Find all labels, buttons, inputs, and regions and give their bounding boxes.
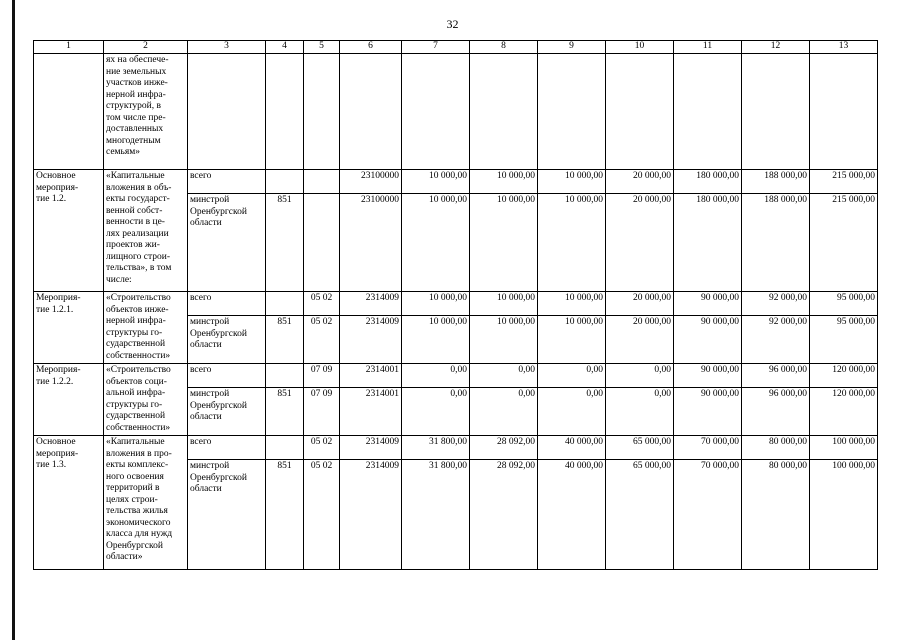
value-cell: 31 800,00	[402, 436, 470, 460]
rzpr-cell: 05 02	[304, 316, 340, 364]
table-row	[34, 292, 878, 316]
measure-description-cell: «Строительство объектов соци- альной инфра- структуры го- сударственной собственности»	[104, 364, 188, 436]
rzpr-cell: 05 02	[304, 292, 340, 316]
header-cell: 3	[188, 41, 266, 54]
table-cell	[34, 54, 104, 170]
value-cell: 92 000,00	[742, 292, 810, 316]
grbs-cell	[266, 364, 304, 388]
value-cell: 10 000,00	[470, 316, 538, 364]
grbs-cell	[266, 170, 304, 194]
header-cell: 1	[34, 41, 104, 54]
page-number: 32	[446, 17, 459, 31]
csr-cell: 2314009	[340, 292, 402, 316]
header-cell: 4	[266, 41, 304, 54]
executor-cell: минстрой Оренбургской области	[188, 460, 266, 570]
table-cell	[188, 54, 266, 170]
header-cell: 7	[402, 41, 470, 54]
grbs-cell: 851	[266, 316, 304, 364]
csr-cell: 23100000	[340, 170, 402, 194]
executor-cell: минстрой Оренбургской области	[188, 316, 266, 364]
table-cell	[538, 54, 606, 170]
value-cell: 188 000,00	[742, 194, 810, 292]
value-cell: 40 000,00	[538, 460, 606, 570]
value-cell: 188 000,00	[742, 170, 810, 194]
table-cell	[266, 54, 304, 170]
header-cell: 9	[538, 41, 606, 54]
value-cell: 10 000,00	[470, 292, 538, 316]
csr-cell: 2314009	[340, 460, 402, 570]
value-cell: 80 000,00	[742, 436, 810, 460]
value-cell: 10 000,00	[538, 170, 606, 194]
csr-cell: 23100000	[340, 194, 402, 292]
value-cell: 28 092,00	[470, 460, 538, 570]
measure-label-cell: Основное мероприя- тие 1.2.	[34, 170, 104, 292]
csr-cell: 2314001	[340, 388, 402, 436]
rzpr-cell: 07 09	[304, 388, 340, 436]
value-cell: 90 000,00	[674, 292, 742, 316]
value-cell: 120 000,00	[810, 364, 878, 388]
value-cell: 65 000,00	[606, 436, 674, 460]
executor-cell: всего	[188, 364, 266, 388]
value-cell: 180 000,00	[674, 170, 742, 194]
rzpr-cell: 05 02	[304, 460, 340, 570]
rzpr-cell	[304, 170, 340, 194]
executor-cell: всего	[188, 170, 266, 194]
value-cell: 120 000,00	[810, 388, 878, 436]
header-cell: 5	[304, 41, 340, 54]
value-cell: 180 000,00	[674, 194, 742, 292]
header-cell: 8	[470, 41, 538, 54]
value-cell: 10 000,00	[402, 292, 470, 316]
value-cell: 70 000,00	[674, 460, 742, 570]
table-cell	[606, 54, 674, 170]
value-cell: 96 000,00	[742, 364, 810, 388]
value-cell: 0,00	[402, 388, 470, 436]
header-cell: 2	[104, 41, 188, 54]
measure-label-cell: Мероприя- тие 1.2.1.	[34, 292, 104, 364]
value-cell: 96 000,00	[742, 388, 810, 436]
value-cell: 20 000,00	[606, 170, 674, 194]
grbs-cell: 851	[266, 388, 304, 436]
value-cell: 0,00	[538, 364, 606, 388]
value-cell: 10 000,00	[538, 292, 606, 316]
value-cell: 0,00	[470, 364, 538, 388]
value-cell: 10 000,00	[470, 170, 538, 194]
header-cell: 6	[340, 41, 402, 54]
continued-description-cell: ях на обеспече- ние земельных участков инже- нерной инфра- структурой, в том числе пре- доставленных многодетным семьям»	[104, 54, 188, 170]
measure-description-cell: «Капитальные вложения в объ- екты государст- венной собст- венности в це- лях реализации проектов жи- лищного строи- тельства», в том числе:	[104, 170, 188, 292]
csr-cell: 2314009	[340, 436, 402, 460]
value-cell: 10 000,00	[538, 316, 606, 364]
table-cell	[742, 54, 810, 170]
grbs-cell	[266, 292, 304, 316]
value-cell: 0,00	[402, 364, 470, 388]
table-cell	[470, 54, 538, 170]
value-cell: 95 000,00	[810, 292, 878, 316]
table-row	[34, 436, 878, 460]
executor-cell: минстрой Оренбургской области	[188, 194, 266, 292]
value-cell: 80 000,00	[742, 460, 810, 570]
measure-label-cell: Мероприя- тие 1.2.2.	[34, 364, 104, 436]
value-cell: 215 000,00	[810, 194, 878, 292]
value-cell: 31 800,00	[402, 460, 470, 570]
value-cell: 65 000,00	[606, 460, 674, 570]
binding-edge-line	[12, 0, 15, 640]
rzpr-cell: 07 09	[304, 364, 340, 388]
value-cell: 90 000,00	[674, 364, 742, 388]
value-cell: 10 000,00	[402, 194, 470, 292]
value-cell: 95 000,00	[810, 316, 878, 364]
value-cell: 90 000,00	[674, 316, 742, 364]
executor-cell: минстрой Оренбургской области	[188, 388, 266, 436]
table-cell	[810, 54, 878, 170]
table-row-continuation	[34, 54, 878, 170]
grbs-cell	[266, 436, 304, 460]
value-cell: 100 000,00	[810, 460, 878, 570]
table-cell	[304, 54, 340, 170]
header-cell: 10	[606, 41, 674, 54]
value-cell: 70 000,00	[674, 436, 742, 460]
rzpr-cell: 05 02	[304, 436, 340, 460]
table-row	[34, 170, 878, 194]
value-cell: 0,00	[606, 364, 674, 388]
value-cell: 20 000,00	[606, 292, 674, 316]
header-cell: 11	[674, 41, 742, 54]
value-cell: 215 000,00	[810, 170, 878, 194]
table-cell	[402, 54, 470, 170]
value-cell: 90 000,00	[674, 388, 742, 436]
value-cell: 10 000,00	[402, 316, 470, 364]
csr-cell: 2314001	[340, 364, 402, 388]
value-cell: 10 000,00	[538, 194, 606, 292]
value-cell: 10 000,00	[402, 170, 470, 194]
value-cell: 10 000,00	[470, 194, 538, 292]
table-row	[34, 364, 878, 388]
executor-cell: всего	[188, 436, 266, 460]
table-cell	[674, 54, 742, 170]
measure-label-cell: Основное мероприя- тие 1.3.	[34, 436, 104, 570]
value-cell: 20 000,00	[606, 316, 674, 364]
value-cell: 92 000,00	[742, 316, 810, 364]
table-header-row	[34, 41, 878, 54]
value-cell: 0,00	[538, 388, 606, 436]
value-cell: 20 000,00	[606, 194, 674, 292]
csr-cell: 2314009	[340, 316, 402, 364]
grbs-cell: 851	[266, 460, 304, 570]
value-cell: 0,00	[470, 388, 538, 436]
value-cell: 40 000,00	[538, 436, 606, 460]
header-cell: 12	[742, 41, 810, 54]
rzpr-cell	[304, 194, 340, 292]
header-cell: 13	[810, 41, 878, 54]
measure-description-cell: «Капитальные вложения в про- екты комплекс- ного освоения территорий в целях строи- тельства жилья экономического класса для нужд Оренбургской области»	[104, 436, 188, 570]
program-funding-table	[33, 40, 878, 570]
value-cell: 0,00	[606, 388, 674, 436]
grbs-cell: 851	[266, 194, 304, 292]
value-cell: 28 092,00	[470, 436, 538, 460]
executor-cell: всего	[188, 292, 266, 316]
value-cell: 100 000,00	[810, 436, 878, 460]
table-cell	[340, 54, 402, 170]
measure-description-cell: «Строительство объектов инже- нерной инфра- структуры го- сударственной собственности»	[104, 292, 188, 364]
